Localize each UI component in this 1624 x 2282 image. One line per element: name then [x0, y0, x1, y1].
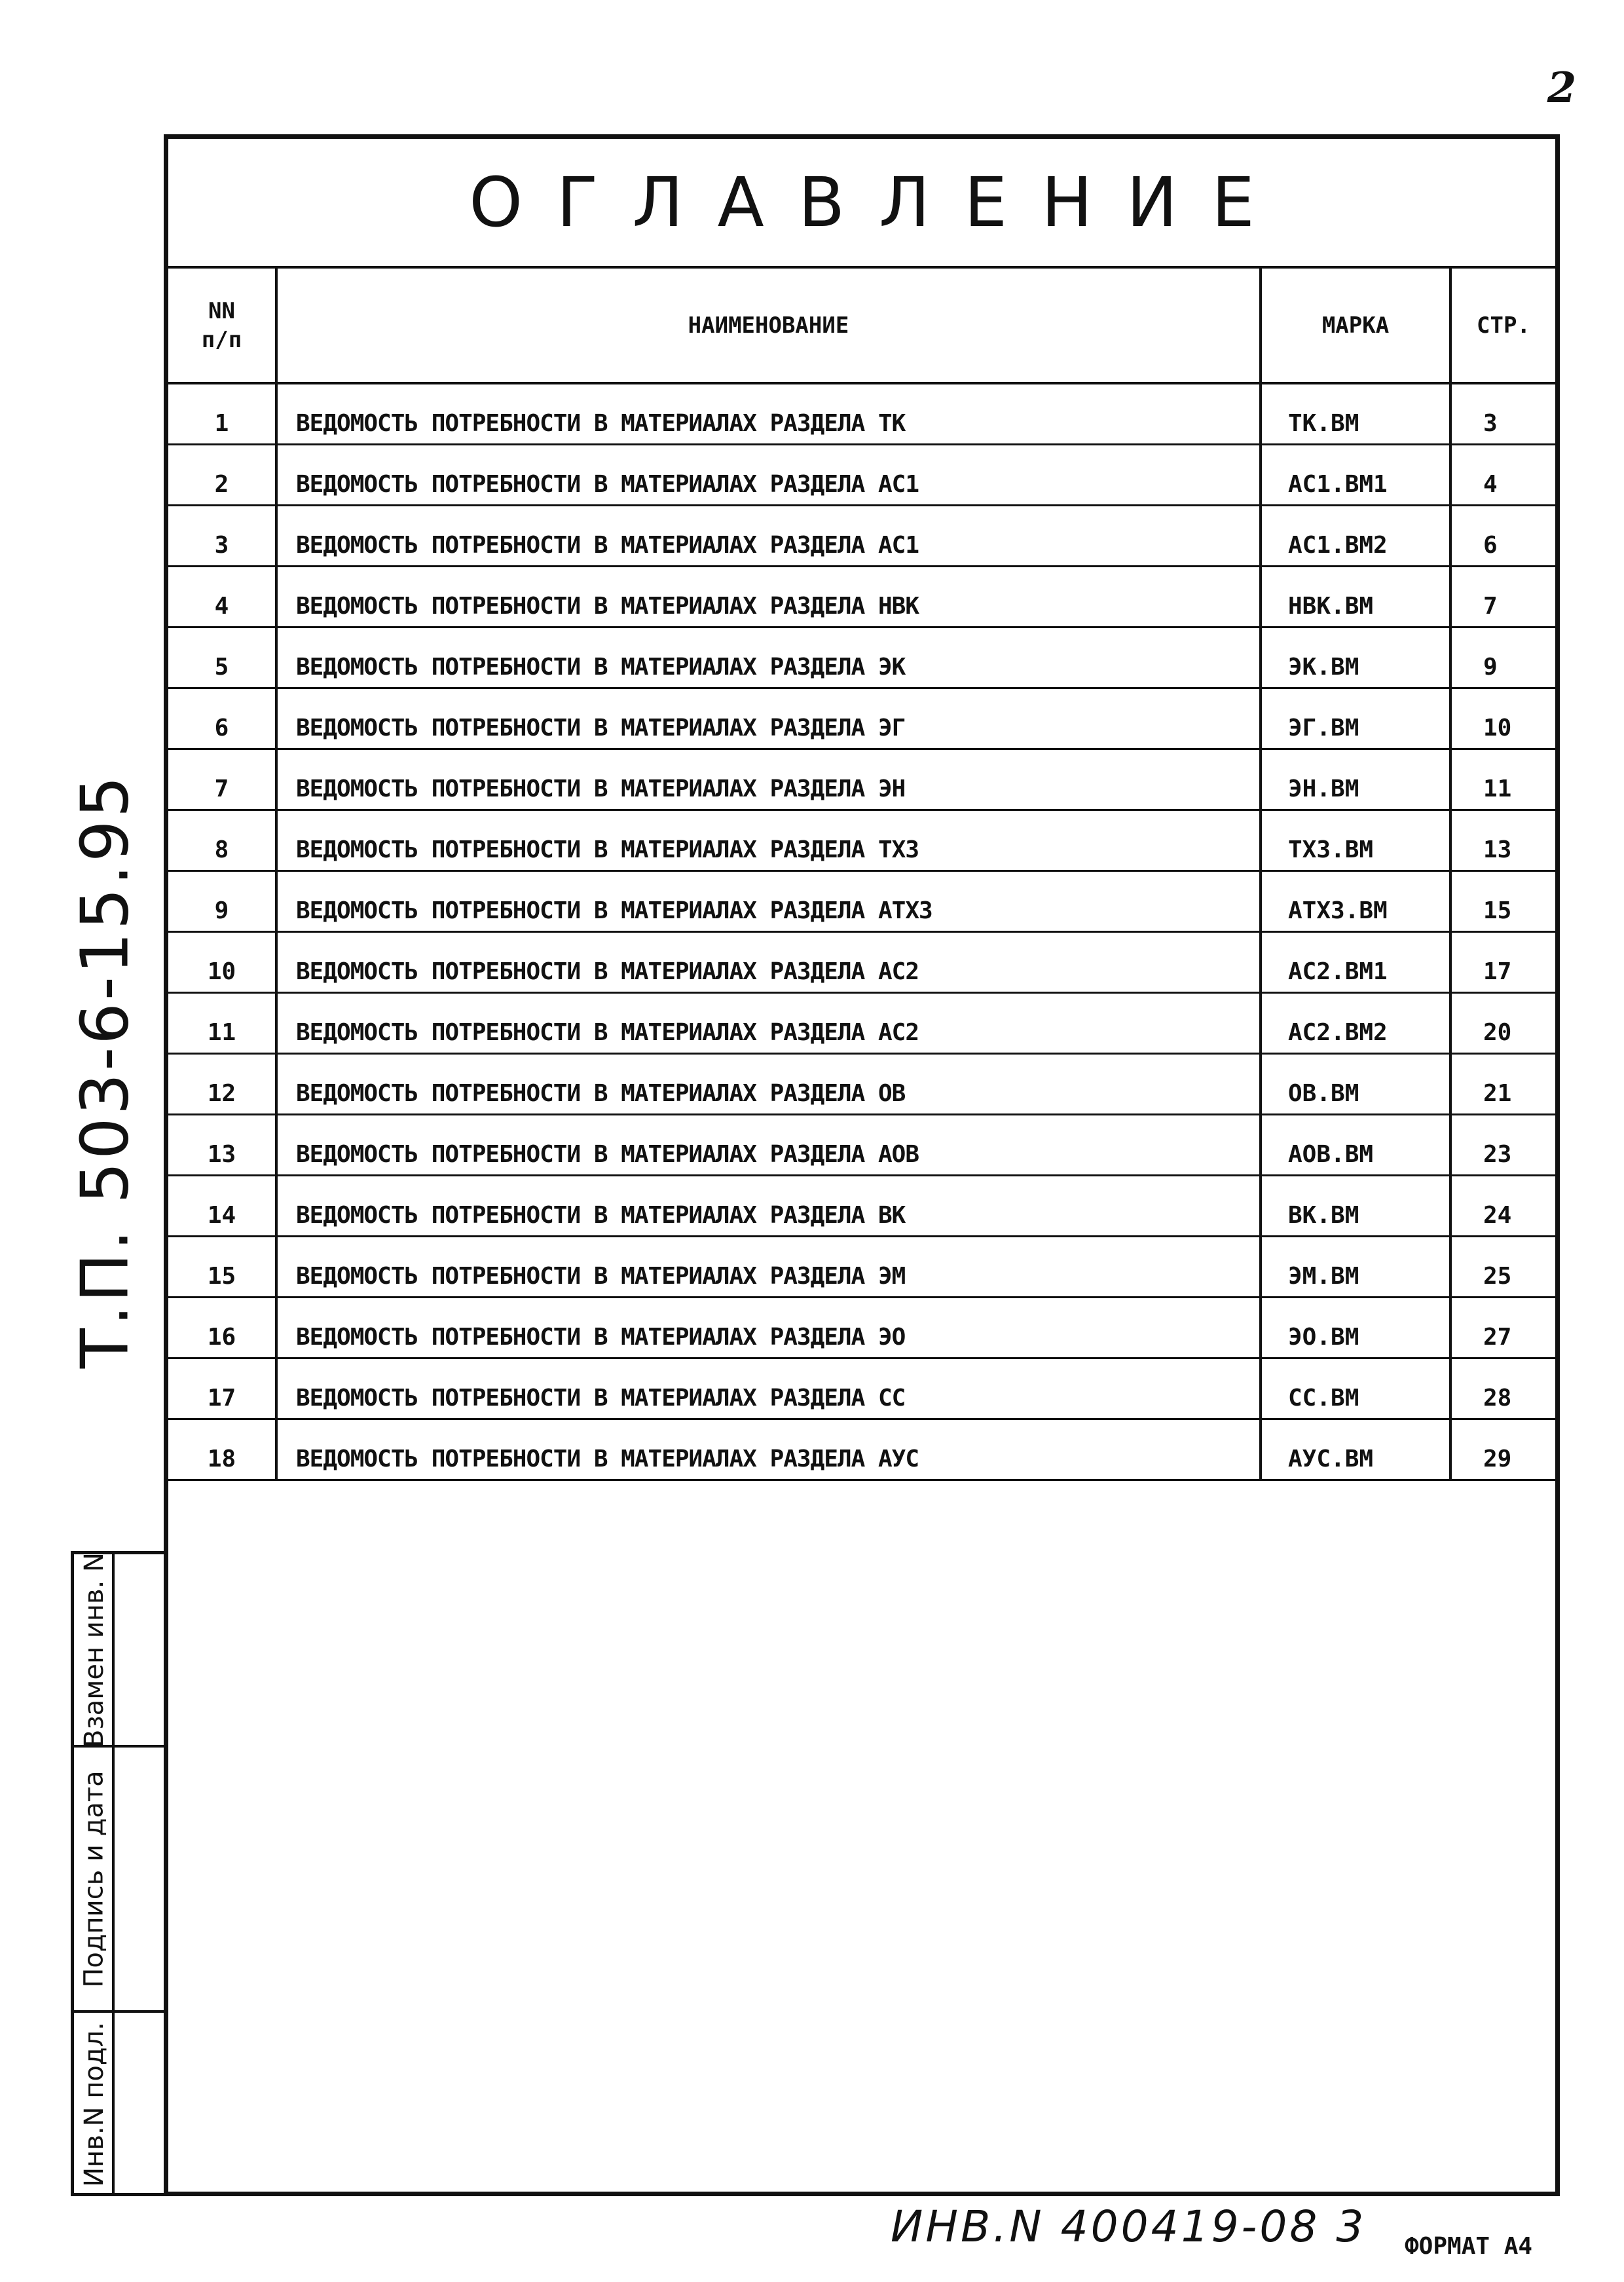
- table-row: [168, 566, 1555, 627]
- row-mark: НВК.ВМ: [1261, 566, 1450, 627]
- row-name: ВЕДОМОСТЬ ПОТРЕБНОСТИ В МАТЕРИАЛАХ РАЗДЕЛА АТХЗ: [276, 870, 1261, 931]
- row-page: 4: [1450, 444, 1555, 505]
- row-mark: АУС.ВМ: [1261, 1419, 1450, 1480]
- row-number: 10: [168, 931, 276, 992]
- inventory-number: ИНВ.N 400419-08 3: [891, 2201, 1367, 2252]
- row-name: ВЕДОМОСТЬ ПОТРЕБНОСТИ В МАТЕРИАЛАХ РАЗДЕЛА ЭГ: [276, 688, 1261, 749]
- row-mark: СС.ВМ: [1261, 1358, 1450, 1419]
- row-number: 13: [168, 1114, 276, 1175]
- row-mark: АС2.ВМ2: [1261, 992, 1450, 1053]
- row-number: 16: [168, 1297, 276, 1358]
- row-number: 18: [168, 1419, 276, 1480]
- row-page: 7: [1450, 566, 1555, 627]
- row-name: ВЕДОМОСТЬ ПОТРЕБНОСТИ В МАТЕРИАЛАХ РАЗДЕЛА ЭК: [276, 627, 1261, 688]
- document-code-text: Т.П. 503-6-15.95: [66, 773, 143, 1369]
- contents-body: [168, 383, 1555, 1480]
- table-row: [168, 749, 1555, 810]
- row-page: 28: [1450, 1358, 1555, 1419]
- row-page: 17: [1450, 931, 1555, 992]
- row-name: ВЕДОМОСТЬ ПОТРЕБНОСТИ В МАТЕРИАЛАХ РАЗДЕЛА ЭО: [276, 1297, 1261, 1358]
- row-page: 13: [1450, 810, 1555, 870]
- drawing-frame: [164, 134, 1560, 2196]
- page-number: 2: [1547, 64, 1577, 113]
- row-mark: ОВ.ВМ: [1261, 1053, 1450, 1114]
- row-name: ВЕДОМОСТЬ ПОТРЕБНОСТИ В МАТЕРИАЛАХ РАЗДЕЛА ЭМ: [276, 1236, 1261, 1297]
- table-row: [168, 1236, 1555, 1297]
- table-row: [168, 383, 1555, 444]
- row-page: 24: [1450, 1175, 1555, 1236]
- row-name: ВЕДОМОСТЬ ПОТРЕБНОСТИ В МАТЕРИАЛАХ РАЗДЕЛА ТК: [276, 383, 1261, 444]
- table-row: [168, 810, 1555, 870]
- row-page: 21: [1450, 1053, 1555, 1114]
- row-mark: ЭН.ВМ: [1261, 749, 1450, 810]
- row-name: ВЕДОМОСТЬ ПОТРЕБНОСТИ В МАТЕРИАЛАХ РАЗДЕЛА ВК: [276, 1175, 1261, 1236]
- row-name: ВЕДОМОСТЬ ПОТРЕБНОСТИ В МАТЕРИАЛАХ РАЗДЕЛА АС2: [276, 992, 1261, 1053]
- row-name: ВЕДОМОСТЬ ПОТРЕБНОСТИ В МАТЕРИАЛАХ РАЗДЕЛА НВК: [276, 566, 1261, 627]
- row-mark: АС1.ВМ1: [1261, 444, 1450, 505]
- stamp-inv-original: Инв.N подл.: [79, 2022, 109, 2187]
- approval-stamp: [71, 1551, 164, 2196]
- row-page: 9: [1450, 627, 1555, 688]
- table-row: [168, 870, 1555, 931]
- row-number: 17: [168, 1358, 276, 1419]
- row-page: 27: [1450, 1297, 1555, 1358]
- stamp-signature-date: Подпись и дата: [74, 1748, 115, 2013]
- row-mark: ВК.ВМ: [1261, 1175, 1450, 1236]
- row-mark: АОВ.ВМ: [1261, 1114, 1450, 1175]
- row-page: 20: [1450, 992, 1555, 1053]
- table-row: [168, 1053, 1555, 1114]
- stamp-divider: [115, 1745, 164, 1748]
- table-row: [168, 1358, 1555, 1419]
- row-number: 11: [168, 992, 276, 1053]
- table-row: [168, 1297, 1555, 1358]
- document-code: [39, 773, 170, 1369]
- header-page: СТР.: [1450, 269, 1555, 383]
- table-row: [168, 444, 1555, 505]
- row-mark: ТХЗ.ВМ: [1261, 810, 1450, 870]
- table-header-row: [168, 269, 1555, 383]
- row-mark: АС2.ВМ1: [1261, 931, 1450, 992]
- row-page: 11: [1450, 749, 1555, 810]
- row-mark: АТХЗ.ВМ: [1261, 870, 1450, 931]
- row-page: 23: [1450, 1114, 1555, 1175]
- row-mark: АС1.ВМ2: [1261, 505, 1450, 566]
- row-number: 6: [168, 688, 276, 749]
- row-name: ВЕДОМОСТЬ ПОТРЕБНОСТИ В МАТЕРИАЛАХ РАЗДЕЛА ОВ: [276, 1053, 1261, 1114]
- header-name: НАИМЕНОВАНИЕ: [276, 269, 1261, 383]
- row-mark: ЭО.ВМ: [1261, 1297, 1450, 1358]
- row-name: ВЕДОМОСТЬ ПОТРЕБНОСТИ В МАТЕРИАЛАХ РАЗДЕЛА АС1: [276, 444, 1261, 505]
- table-row: [168, 1175, 1555, 1236]
- header-num-text: NN п/п: [201, 297, 242, 353]
- row-number: 3: [168, 505, 276, 566]
- page-title: ОГЛАВЛЕНИЕ: [168, 139, 1555, 269]
- row-number: 15: [168, 1236, 276, 1297]
- stamp-replace-inv: Взамен инв. N: [74, 1554, 115, 1748]
- table-row: [168, 505, 1555, 566]
- row-mark: ЭК.ВМ: [1261, 627, 1450, 688]
- row-name: ВЕДОМОСТЬ ПОТРЕБНОСТИ В МАТЕРИАЛАХ РАЗДЕЛА СС: [276, 1358, 1261, 1419]
- row-mark: ЭМ.ВМ: [1261, 1236, 1450, 1297]
- table-row: [168, 1419, 1555, 1480]
- row-mark: ТК.ВМ: [1261, 383, 1450, 444]
- row-name: ВЕДОМОСТЬ ПОТРЕБНОСТИ В МАТЕРИАЛАХ РАЗДЕЛА АОВ: [276, 1114, 1261, 1175]
- row-number: 14: [168, 1175, 276, 1236]
- row-number: 4: [168, 566, 276, 627]
- row-name: ВЕДОМОСТЬ ПОТРЕБНОСТИ В МАТЕРИАЛАХ РАЗДЕЛА АС1: [276, 505, 1261, 566]
- row-number: 5: [168, 627, 276, 688]
- table-row: [168, 1114, 1555, 1175]
- row-page: 6: [1450, 505, 1555, 566]
- header-mark: МАРКА: [1261, 269, 1450, 383]
- row-page: 10: [1450, 688, 1555, 749]
- row-number: 8: [168, 810, 276, 870]
- table-row: [168, 931, 1555, 992]
- format-label: ФОРМАТ А4: [1405, 2233, 1533, 2260]
- stamp-divider: [115, 2010, 164, 2013]
- row-name: ВЕДОМОСТЬ ПОТРЕБНОСТИ В МАТЕРИАЛАХ РАЗДЕЛА АС2: [276, 931, 1261, 992]
- table-row: [168, 627, 1555, 688]
- row-mark: ЭГ.ВМ: [1261, 688, 1450, 749]
- row-page: 25: [1450, 1236, 1555, 1297]
- row-page: 15: [1450, 870, 1555, 931]
- header-num: [168, 269, 276, 383]
- row-number: 1: [168, 383, 276, 444]
- contents-table: [168, 269, 1555, 1481]
- row-name: ВЕДОМОСТЬ ПОТРЕБНОСТИ В МАТЕРИАЛАХ РАЗДЕЛА ТХЗ: [276, 810, 1261, 870]
- row-page: 29: [1450, 1419, 1555, 1480]
- row-name: ВЕДОМОСТЬ ПОТРЕБНОСТИ В МАТЕРИАЛАХ РАЗДЕЛА АУС: [276, 1419, 1261, 1480]
- row-name: ВЕДОМОСТЬ ПОТРЕБНОСТИ В МАТЕРИАЛАХ РАЗДЕЛА ЭН: [276, 749, 1261, 810]
- row-page: 3: [1450, 383, 1555, 444]
- row-number: 9: [168, 870, 276, 931]
- table-row: [168, 992, 1555, 1053]
- row-number: 2: [168, 444, 276, 505]
- row-number: 12: [168, 1053, 276, 1114]
- row-number: 7: [168, 749, 276, 810]
- table-row: [168, 688, 1555, 749]
